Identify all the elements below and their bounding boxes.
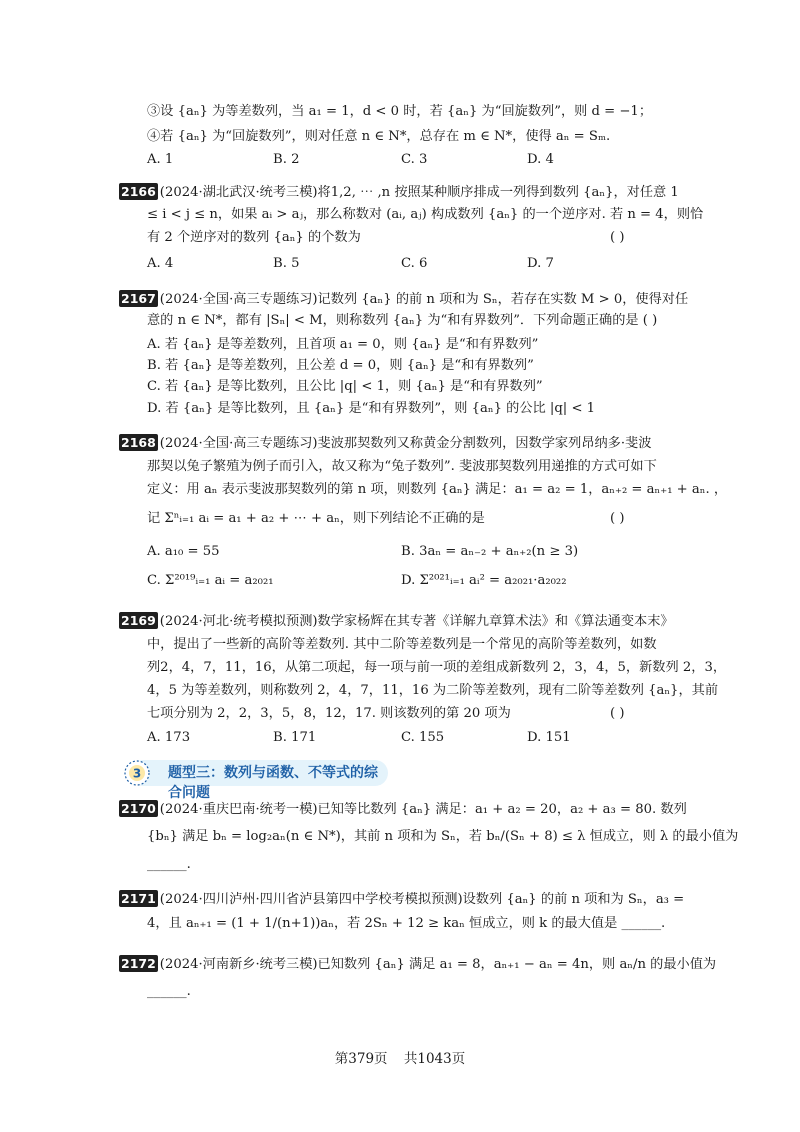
option-c: C. 6	[401, 256, 428, 271]
question-line: 七项分别为 2，2，3，5，8，12，17. 则该数列的第 20 项为	[147, 706, 511, 721]
section-header	[130, 760, 388, 801]
question-line: ______.	[147, 984, 191, 999]
option-d: D. Σ²⁰²¹ᵢ₌₁ aᵢ² = a₂₀₂₁·a₂₀₂₂	[401, 573, 567, 588]
question-line: {bₙ} 满足 bₙ = log₂aₙ(n ∈ N*)，其前 n 项和为 Sₙ，若 bₙ/(Sₙ + 8) ≤ λ 恒成立，则 λ 的最小值为	[147, 829, 739, 844]
question-line: 2166 (2024·湖北武汉·统考三模)将1,2, ⋯ ,n 按照某种顺序排成一列得到数列 {aₙ}，对任意 1	[121, 184, 679, 200]
question-line: ≤ i < j ≤ n，如果 aᵢ > aⱼ，那么称数对 (aᵢ, aⱼ) 构成数列 {aₙ} 的一个逆序对. 若 n = 4，则恰	[147, 207, 704, 222]
option-c: C. Σ²⁰¹⁹ᵢ₌₁ aᵢ = a₂₀₂₁	[147, 573, 274, 588]
question-line: 2169 (2024·河北·统考模拟预测)数学家杨辉在其专著《详解九章算术法》和《算法通变本末》	[121, 613, 674, 629]
option-a: A. 173	[147, 730, 191, 745]
question-line: 2168 (2024·全国·高三专题练习)斐波那契数列又称黄金分割数列，因数学家列昂纳多·斐波	[121, 435, 652, 451]
answer-blank: ( )	[610, 230, 625, 245]
option-a: A. 4	[147, 256, 174, 271]
question-line: 2171 (2024·四川泸州·四川省泸县第四中学校考模拟预测)设数列 {aₙ} 的前 n 项和为 Sₙ，a₃ =	[121, 891, 685, 907]
option-a: A. 1	[147, 152, 174, 167]
question-number: 2166	[121, 184, 156, 199]
question-number: 2171	[121, 891, 156, 906]
option-b: B. 若 {aₙ} 是等差数列，且公差 d = 0，则 {aₙ} 是“和有界数列”	[147, 358, 534, 373]
page-number: 第379页	[334, 1051, 388, 1067]
question-line: 列2，4，7，11，16，从第二项起，每一项与前一项的差组成新数列 2，3，4，5，新数列 2，3，	[147, 660, 727, 675]
page-footer	[0, 1050, 800, 1068]
section-title: 题型三：数列与函数、不等式的综合问题	[168, 765, 378, 801]
question-line: 意的 n ∈ N*，都有 |Sₙ| < M，则称数列 {aₙ} 为“和有界数列”．下列命题正确的是 ( )	[147, 313, 658, 328]
option-c: C. 155	[401, 730, 445, 745]
option-c: C. 若 {aₙ} 是等比数列，且公比 |q| < 1，则 {aₙ} 是“和有界数列”	[147, 379, 543, 394]
question-number: 2167	[121, 291, 156, 306]
question-line: 定义：用 aₙ 表示斐波那契数列的第 n 项，则数列 {aₙ} 满足：a₁ = a₂ = 1，aₙ₊₂ = aₙ₊₁ + aₙ. ，	[147, 482, 728, 497]
question-number: 2170	[121, 801, 156, 816]
option-d: D. 若 {aₙ} 是等比数列，且 {aₙ} 是“和有界数列”，则 {aₙ} 的公比 |q| < 1	[147, 401, 596, 416]
question-number: 2172	[121, 956, 156, 971]
option-b: B. 3aₙ = aₙ₋₂ + aₙ₊₂(n ≥ 3)	[401, 544, 579, 559]
question-line: 2170 (2024·重庆巴南·统考一模)已知等比数列 {aₙ} 满足：a₁ + a₂ = 20，a₂ + a₃ = 80. 数列	[121, 801, 687, 817]
option-d: D. 151	[527, 730, 571, 745]
option-d: D. 7	[527, 256, 554, 271]
option-c: C. 3	[401, 152, 428, 167]
option-a: A. a₁₀ = 55	[147, 544, 220, 559]
option-d: D. 4	[527, 152, 554, 167]
option-a: A. 若 {aₙ} 是等差数列，且首项 a₁ = 0，则 {aₙ} 是“和有界数列”	[147, 337, 539, 352]
answer-blank: ( )	[610, 511, 625, 526]
statement-4: ④若 {aₙ} 为“回旋数列”，则对任意 n ∈ N*，总存在 m ∈ N*，使得 aₙ = Sₘ.	[147, 129, 611, 144]
question-line: 4，且 aₙ₊₁ = (1 + 1/(n+1))aₙ，若 2Sₙ + 12 ≥ kaₙ 恒成立，则 k 的最大值是 ______.	[147, 916, 666, 931]
option-b: B. 5	[273, 256, 300, 271]
question-line: 中，提出了一些新的高阶等差数列. 其中二阶等差数列是一个常见的高阶等差数列，如数	[147, 637, 657, 652]
question-line: 2172 (2024·河南新乡·统考三模)已知数列 {aₙ} 满足 a₁ = 8，aₙ₊₁ − aₙ = 4n，则 aₙ/n 的最小值为	[121, 956, 717, 972]
question-line: 有 2 个逆序对的数列 {aₙ} 的个数为	[147, 230, 361, 245]
answer-blank: ( )	[610, 706, 625, 721]
section-badge-icon	[122, 758, 152, 788]
question-line: 4，5 为等差数列，则称数列 2，4，7，11，16 为二阶等差数列，现有二阶等差数列 {aₙ}，其前	[147, 683, 719, 698]
page-total: 共1043页	[403, 1051, 466, 1067]
question-line: 那契以兔子繁殖为例子而引入，故又称为“兔子数列”. 斐波那契数列用递推的方式可如下	[147, 459, 657, 474]
question-line: ______.	[147, 857, 191, 872]
question-line: 2167 (2024·全国·高三专题练习)记数列 {aₙ} 的前 n 项和为 Sₙ，若存在实数 M > 0，使得对任	[121, 291, 689, 307]
question-number: 2169	[121, 613, 156, 628]
option-b: B. 2	[273, 152, 300, 167]
statement-3: ③设 {aₙ} 为等差数列，当 a₁ = 1，d < 0 时，若 {aₙ} 为“回旋数列”，则 d = −1；	[147, 104, 653, 119]
option-b: B. 171	[273, 730, 317, 745]
question-line: 记 Σⁿᵢ₌₁ aᵢ = a₁ + a₂ + ⋯ + aₙ，则下列结论不正确的是	[147, 511, 485, 526]
question-number: 2168	[121, 435, 156, 450]
section-number: 3	[132, 766, 142, 781]
